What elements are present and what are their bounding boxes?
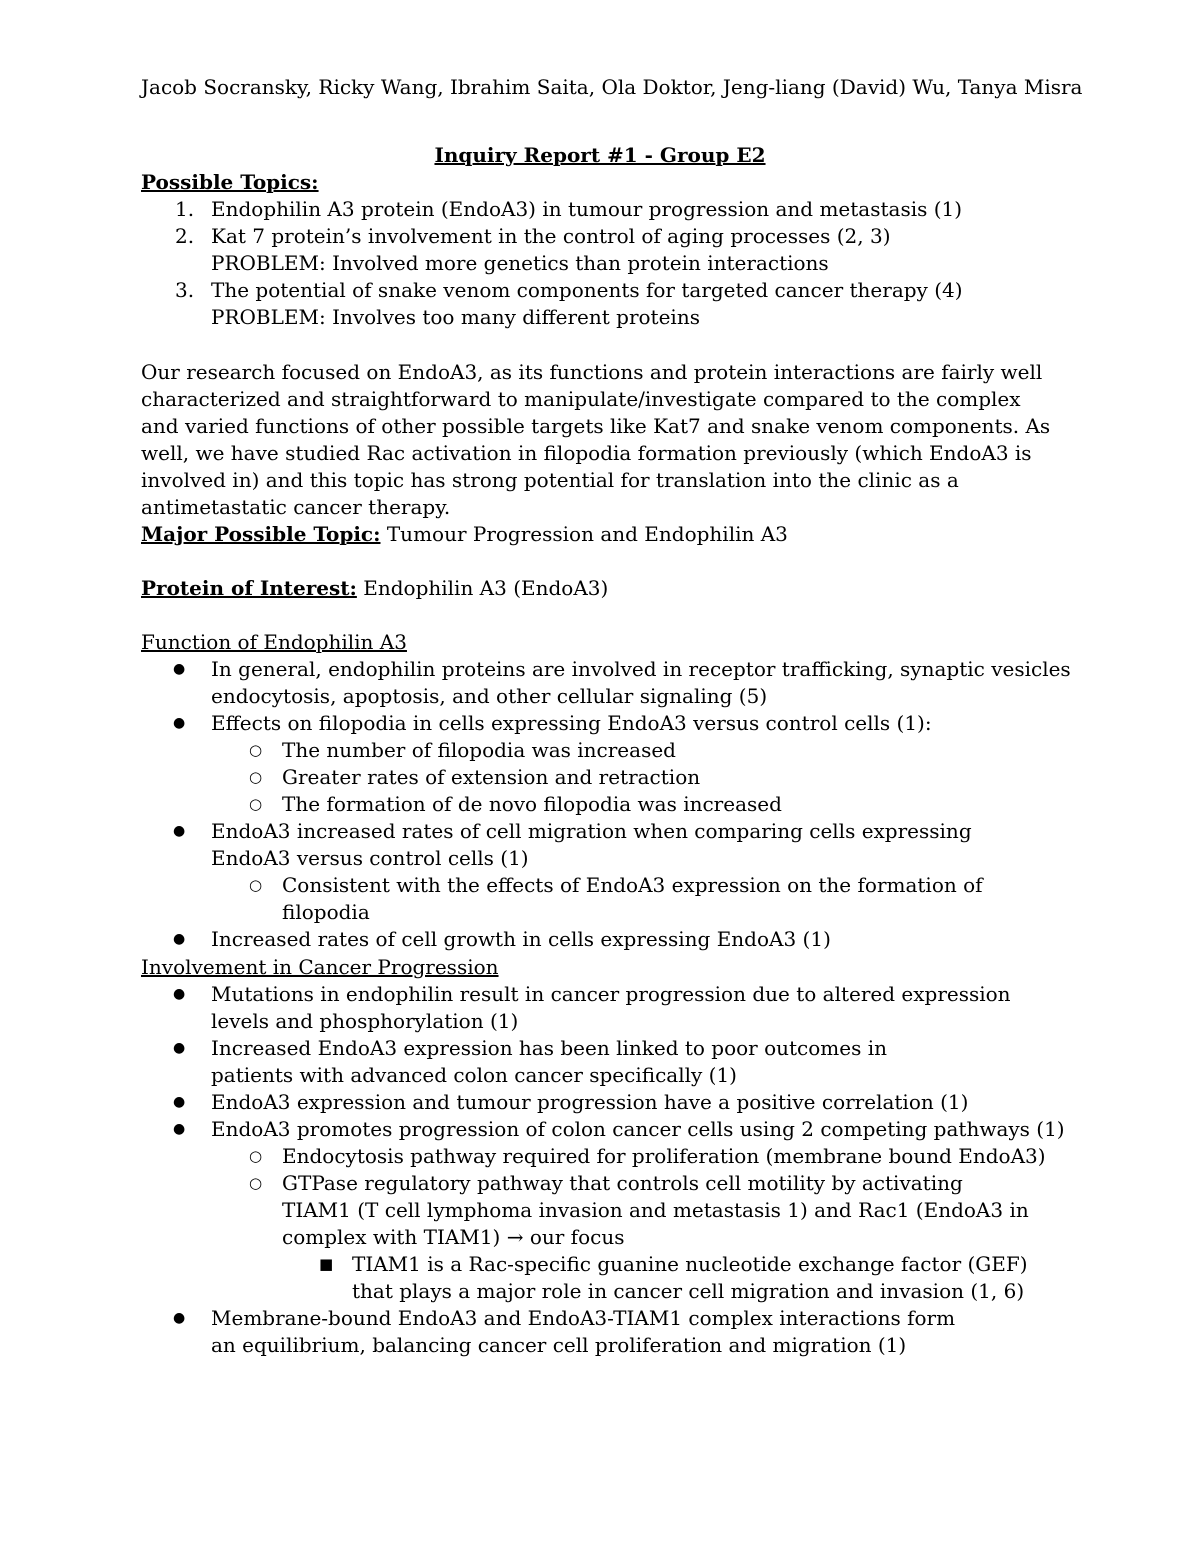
- list-item: 2. Kat 7 protein’s involvement in the control of aging processes (2, 3) PROBLEM: Involved more genetics than protein interactions: [141, 223, 1071, 277]
- list-item: ● EndoA3 increased rates of cell migration when comparing cells expressing EndoA3 versus control cells (1): [173, 819, 972, 870]
- list-item: ○ Endocytosis pathway required for proliferation (membrane bound EndoA3): [249, 1144, 1046, 1168]
- bullet-icon: ●: [173, 1121, 186, 1137]
- circle-bullet-icon: ○: [249, 768, 263, 786]
- research-paragraph: Our research focused on EndoA3, as its functions and protein interactions are fairly well characterized and straightforward to manipulate/investigate compared to the complex and varied functions of other possible targets like Kat7 and snake venom components. As well, we have studied Rac activation in filopodia formation previously (which EndoA3 is involved in) and this topic has strong potential for translation into the clinic as a antimetastatic cancer therapy.: [141, 360, 1051, 519]
- topic-note: PROBLEM: Involves too many different proteins: [211, 305, 700, 329]
- protein-label: Protein of Interest:: [141, 576, 357, 600]
- major-topic-line: [141, 521, 1071, 548]
- function-section: [141, 629, 1071, 953]
- function-heading: Function of Endophilin A3: [141, 630, 407, 654]
- list-item: ○ GTPase regulatory pathway that controls cell motility by activating TIAM1 (T cell lymphoma invasion and metastasis 1) and Rac1 (EndoA3 in complex with TIAM1) → our focus: [249, 1171, 1029, 1249]
- cancer-section: [141, 954, 1071, 1359]
- circle-bullet-icon: ○: [249, 1147, 263, 1165]
- square-bullet-icon: ■: [319, 1255, 334, 1273]
- list-item: 1. Endophilin A3 protein (EndoA3) in tumour progression and metastasis (1): [175, 197, 963, 221]
- protein-line: [141, 575, 1071, 602]
- bullet-icon: ●: [173, 1310, 186, 1326]
- list-item: ● EndoA3 expression and tumour progression have a positive correlation (1): [173, 1090, 969, 1114]
- list-item: ● Mutations in endophilin result in cancer progression due to altered expression levels and phosphorylation (1): [173, 982, 1011, 1033]
- list-item: ● Membrane-bound EndoA3 and EndoA3-TIAM1 complex interactions form an equilibrium, balancing cancer cell proliferation and migration (1): [173, 1306, 956, 1357]
- circle-bullet-icon: ○: [249, 741, 263, 759]
- bullet-icon: ●: [173, 661, 186, 677]
- bullet-icon: ●: [173, 931, 186, 947]
- list-item: ● EndoA3 promotes progression of colon cancer cells using 2 competing pathways (1): [173, 1117, 1065, 1141]
- major-topic-label: Major Possible Topic:: [141, 522, 381, 546]
- report-title: Inquiry Report #1 - Group E2: [434, 143, 766, 167]
- possible-topics-list: [141, 196, 1071, 331]
- possible-topics-section: [141, 169, 1071, 331]
- bullet-icon: ●: [173, 823, 186, 839]
- circle-bullet-icon: ○: [249, 795, 263, 813]
- bullet-icon: ●: [173, 1094, 186, 1110]
- list-item: ○ The formation of de novo filopodia was increased: [249, 792, 782, 816]
- list-item: ● Increased EndoA3 expression has been linked to poor outcomes in patients with advanced colon cancer specifically (1): [173, 1036, 887, 1087]
- bullet-icon: ●: [173, 1040, 186, 1056]
- authors-line: Jacob Socransky, Ricky Wang, Ibrahim Saita, Ola Doktor, Jeng-liang (David) Wu, Tanya Misra: [141, 75, 1083, 99]
- list-item: ● In general, endophilin proteins are involved in receptor trafficking, synaptic vesicles endocytosis, apoptosis, and other cellular signaling (5): [173, 657, 1071, 708]
- list-item: ○ The number of filopodia was increased: [249, 738, 676, 762]
- topic-text: Kat 7 protein’s involvement in the control of aging processes (2, 3): [211, 224, 891, 248]
- list-item: ● Effects on filopodia in cells expressing EndoA3 versus control cells (1):: [173, 711, 932, 735]
- list-item: ○ Greater rates of extension and retraction: [249, 765, 701, 789]
- bullet-icon: ●: [173, 715, 186, 731]
- circle-bullet-icon: ○: [249, 1174, 263, 1192]
- circle-bullet-icon: ○: [249, 876, 263, 894]
- list-item: ■ TIAM1 is a Rac-specific guanine nucleotide exchange factor (GEF) that plays a major role in cancer cell migration and invasion (1, 6): [319, 1252, 1028, 1303]
- topic-note: PROBLEM: Involved more genetics than protein interactions: [211, 251, 829, 275]
- possible-topics-heading: Possible Topics:: [141, 170, 319, 194]
- topic-text: The potential of snake venom components for targeted cancer therapy (4): [211, 278, 963, 302]
- bullet-icon: ●: [173, 986, 186, 1002]
- list-item: 3. The potential of snake venom components for targeted cancer therapy (4) PROBLEM: Involves too many different proteins: [141, 277, 1071, 331]
- protein-value: Endophilin A3 (EndoA3): [356, 576, 609, 600]
- topic-text: Endophilin A3 protein (EndoA3) in tumour progression and metastasis (1): [211, 197, 963, 221]
- list-item: ● Increased rates of cell growth in cells expressing EndoA3 (1): [173, 927, 831, 951]
- major-topic-value: Tumour Progression and Endophilin A3: [380, 522, 788, 546]
- list-item: ○ Consistent with the effects of EndoA3 expression on the formation of filopodia: [249, 873, 983, 924]
- cancer-heading: Involvement in Cancer Progression: [141, 955, 499, 979]
